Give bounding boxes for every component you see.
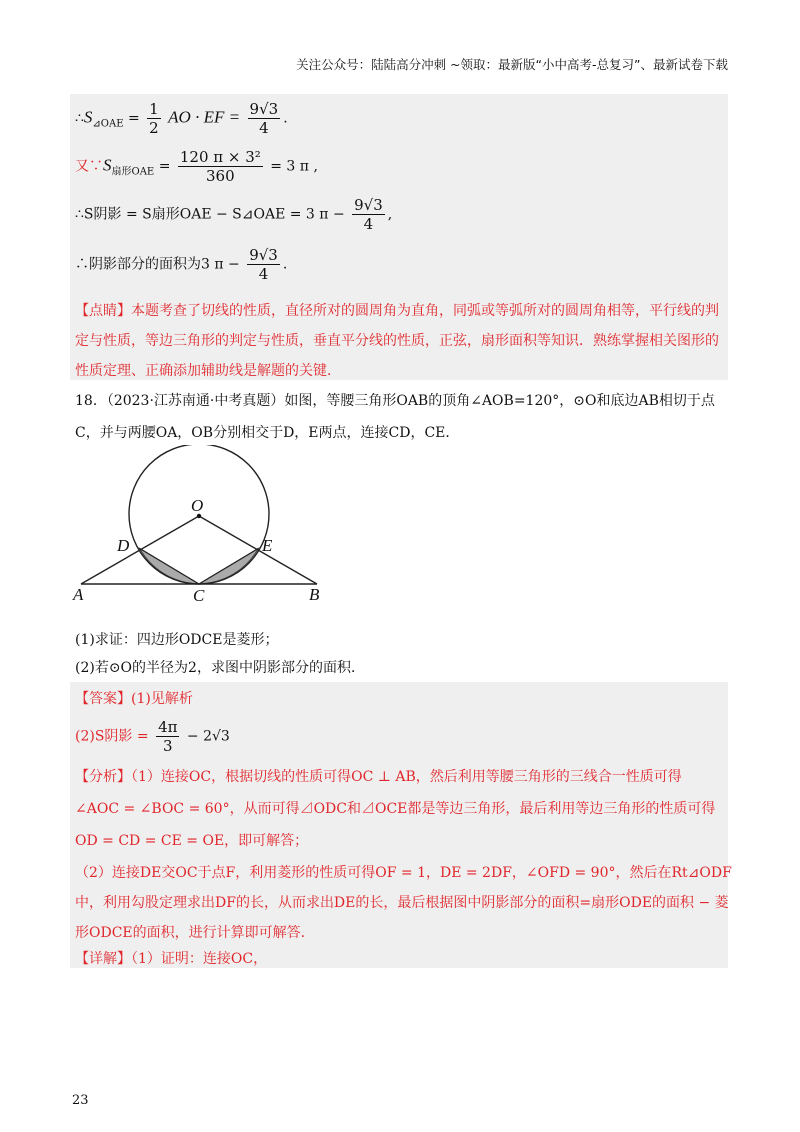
analysis-line-3: OD = CD = CE = OE，即可解答； bbox=[75, 833, 309, 849]
geometry-figure bbox=[70, 445, 340, 610]
page-header: 关注公众号：陆陆高分冲刺 ~领取：最新版“小中高考-总复习”、最新试卷下载 bbox=[296, 57, 728, 72]
page-number: 23 bbox=[72, 1093, 89, 1108]
label-o: O bbox=[191, 496, 204, 515]
question-1: (1)求证：四边形ODCE是菱形； bbox=[75, 632, 279, 648]
solution-line-4: ∴阴影部分的面积为3 π − $\frac{9√3}{4}$ . bbox=[75, 246, 288, 283]
solution-line-3: ∴S阴影 = S扇形OAE − S⊿OAE = 3 π − $\frac{9√3}{4}$ , bbox=[75, 196, 393, 233]
segment-ce bbox=[199, 548, 258, 584]
analysis-line-1: 【分析】（1）连接OC，根据切线的性质可得OC ⊥ AB，然后利用等腰三角形的三线合一性质可得 bbox=[75, 769, 682, 785]
dianjing-line-2: 定与性质，等边三角形的判定与性质，垂直平分线的性质，正弦，扇形面积等知识．熟练掌握相关图形的 bbox=[75, 333, 719, 349]
label-a: A bbox=[73, 585, 84, 604]
answer-line-2: (2)S阴影 = $\frac{4\pi}{3}$ − 2√3 bbox=[75, 718, 230, 755]
dianjing-tag: 【点睛】 bbox=[75, 303, 131, 319]
solution-line-2: 又$\because S_{扇形OAE}$ = $\frac{\text{120 π × 3²}}{360}$ = 3 π , bbox=[75, 148, 318, 185]
fraction: $\frac{1}{2}$ bbox=[149, 100, 159, 137]
answer-line-1: 【答案】(1)见解析 bbox=[75, 691, 193, 707]
fraction: $\frac{9√3}{4}$ bbox=[249, 100, 279, 137]
analysis-line-6: 形ODCE的面积，进行计算即可解答． bbox=[75, 925, 315, 941]
question-2: (2)若⊙O的半径为2，求图中阴影部分的面积． bbox=[75, 660, 365, 676]
label-b: B bbox=[309, 585, 320, 604]
fraction: $\frac{9√3}{4}$ bbox=[354, 196, 383, 233]
fraction: $\frac{\text{120 π × 3²}}{360}$ bbox=[179, 148, 261, 185]
analysis-line-2: ∠AOC = ∠BOC = 60°，从而可得⊿ODC和⊿OCE都是等边三角形，最后利用等边三角形的性质可得 bbox=[75, 801, 716, 817]
problem-line-1: 18．（2023·江苏南通·中考真题）如图，等腰三角形OAB的顶角∠AOB=120°，⊙O和底边AB相切于点 bbox=[75, 393, 715, 409]
problem-line-2: C，并与两腰OA，OB分别相交于D，E两点，连接CD，CE． bbox=[75, 425, 460, 441]
analysis-line-5: 中，利用勾股定理求出DF的长，从而求出DE的长，最后根据图中阴影部分的面积=扇形ODE的面积 − 菱 bbox=[75, 895, 729, 911]
fraction: $\frac{9√3}{4}$ bbox=[249, 246, 278, 283]
segment-cd bbox=[140, 548, 199, 584]
label-e: E bbox=[262, 536, 273, 555]
fraction: $\frac{4\pi}{3}$ bbox=[158, 718, 178, 755]
analysis-line-4: （2）连接DE交OC于点F，利用菱形的性质可得OF = 1，DE = 2DF，∠OFD = 90°，然后在Rt⊿ODF bbox=[75, 865, 732, 881]
label-d: D bbox=[117, 536, 130, 555]
dianjing-line-1: 【点睛】本题考查了切线的性质，直径所对的圆周角为直角，同弧或等弧所对的圆周角相等，平行线的判 bbox=[75, 303, 719, 319]
label-c: C bbox=[193, 586, 205, 605]
detail-line-1: 【详解】（1）证明：连接OC， bbox=[75, 951, 268, 967]
solution-line-1: $\therefore S_{⊿OAE}$ = $\frac{1}{2}$ AO · EF = $\frac{9√3}{4}$ . bbox=[75, 100, 288, 137]
detail-tag: 【详解】 bbox=[75, 951, 131, 967]
dianjing-line-3: 性质定理、正确添加辅助线是解题的关键． bbox=[75, 363, 341, 379]
analysis-tag: 【分析】 bbox=[75, 769, 131, 785]
answer-tag: 【答案】 bbox=[75, 691, 131, 707]
